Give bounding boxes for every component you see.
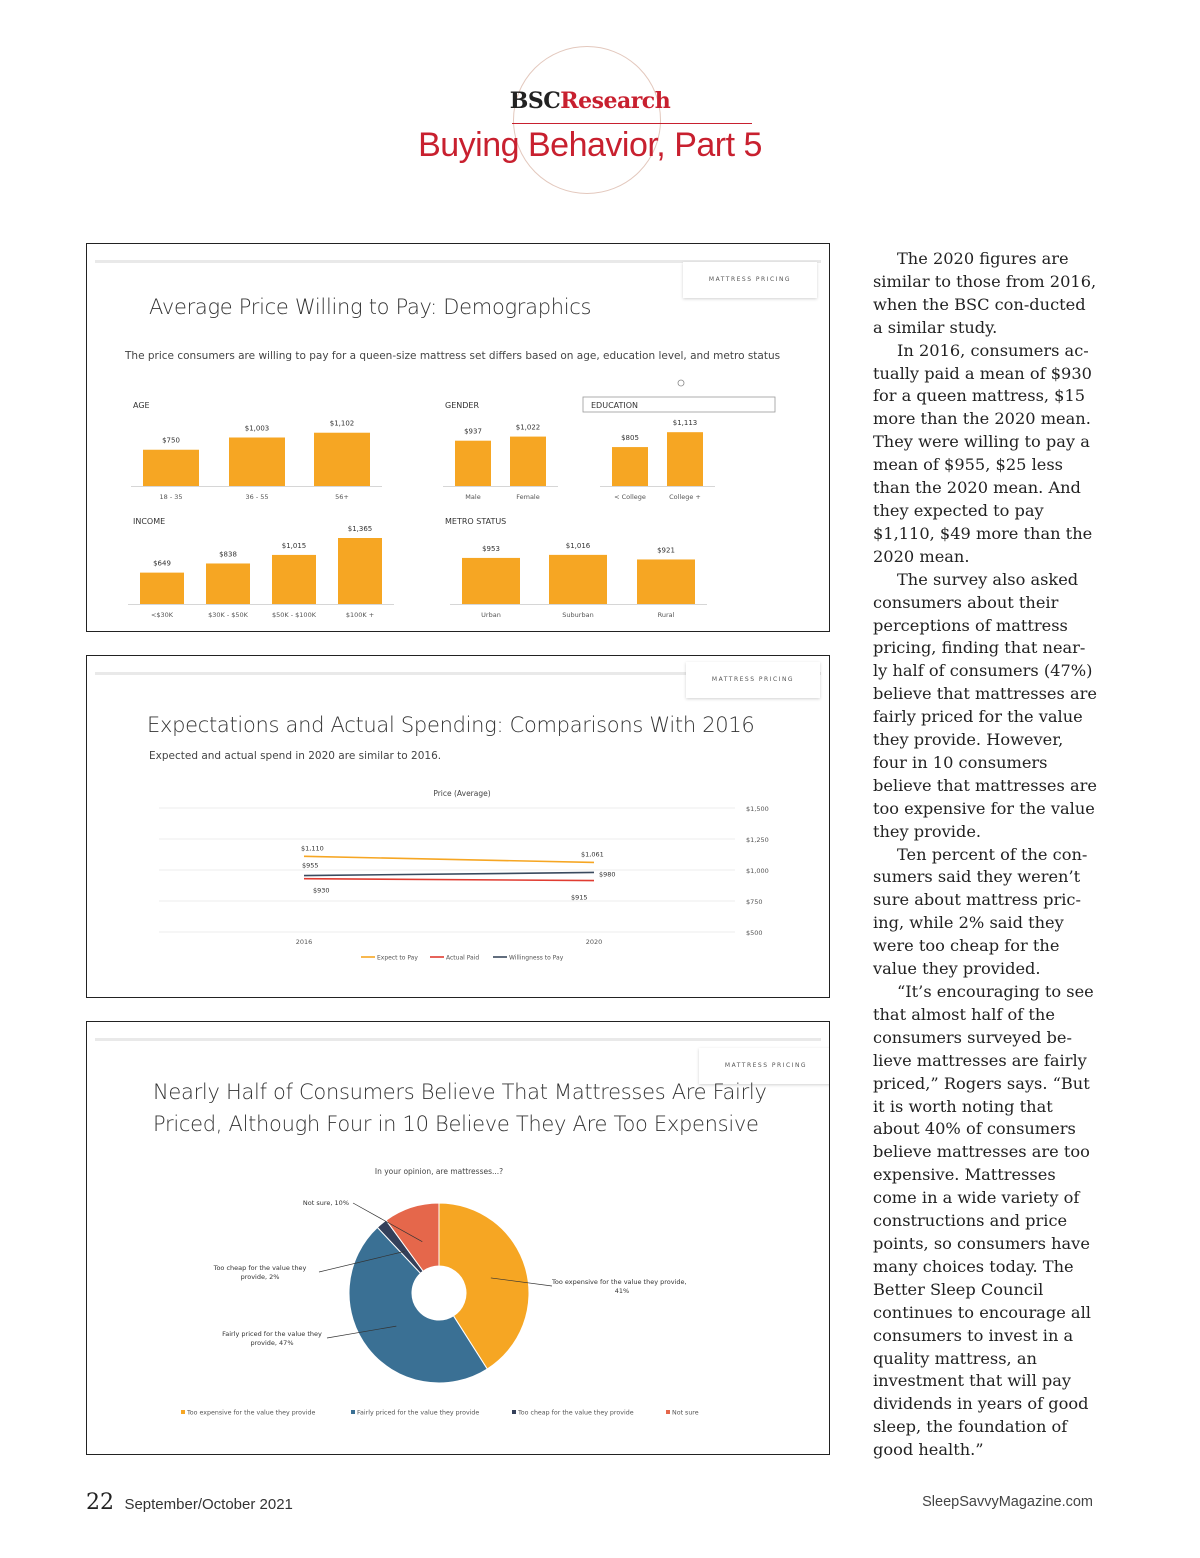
category-label: <$30K	[150, 611, 174, 619]
category-label: 36 - 55	[245, 493, 269, 501]
figure-spending-comparison	[86, 655, 830, 998]
bar	[206, 563, 250, 604]
issue-date: September/October 2021	[124, 1496, 293, 1513]
article-title: Buying Behavior, Part 5	[418, 126, 762, 164]
paragraph: Ten percent of the con-sumers said they weren’t sure about mattress pric-ing, while 2% said they were too cheap for the value they provided.	[873, 844, 1088, 979]
legend-swatch	[351, 1410, 355, 1414]
bar-value-label: $649	[153, 559, 171, 568]
header-ring-graphic	[513, 46, 661, 194]
slide-subtitle: The price consumers are willing to pay for a queen-size mattress set differs based on age, education level, and metro status	[125, 350, 781, 362]
bar	[510, 437, 546, 486]
page-footer-left	[86, 1490, 293, 1515]
category-label: $50K - $100K	[272, 611, 316, 619]
category-label: $100K +	[345, 611, 375, 619]
bar	[637, 559, 695, 604]
category-label: Rural	[657, 611, 675, 619]
pricing-donut-chart	[87, 1022, 829, 1454]
x-tick-label: 2016	[295, 938, 313, 946]
legend-label: Not sure	[672, 1409, 699, 1417]
category-label: Male	[465, 493, 481, 501]
slice-label: 41%	[614, 1287, 630, 1295]
paragraph: The survey also asked consumers about their perceptions of mattress pricing, finding that near-ly half of consumers (47%) believe that mattresses are fairly priced for the value they provide. However, four in 10 consumers believe that mattresses are too expensive for the value they provide.	[873, 569, 1097, 841]
data-label: $980	[599, 870, 616, 879]
slice-label: provide, 47%	[250, 1339, 294, 1347]
brand-logo	[380, 88, 800, 114]
bar	[667, 432, 703, 486]
slide-subtitle: Expected and actual spend in 2020 are similar to 2016.	[149, 750, 442, 762]
data-label: $930	[313, 886, 330, 895]
slice-label: provide, 2%	[240, 1273, 280, 1281]
x-tick-label: 2020	[585, 938, 603, 946]
series-line	[304, 879, 594, 881]
data-label: $915	[571, 893, 588, 902]
slice-label: Not sure, 10%	[302, 1199, 349, 1207]
bar	[314, 433, 370, 486]
legend-swatch	[666, 1410, 670, 1414]
subchart-title: EDUCATION	[591, 401, 639, 410]
paragraph: “It’s encouraging to see that almost half of the consumers surveyed be-lieve mattresses are fairly priced,” Rogers says. “But it is worth noting that about 40% of consumers believe mattresses are too expensive. Mattresses come in a wide variety of constructions and price points, so consumers have many choices today. The Better Sleep Council continues to encourage all consumers to invest in a quality mattress, an investment that will pay dividends in years of good sleep, the foundation of good health.”	[873, 982, 1094, 1460]
bar	[272, 555, 316, 604]
site-url: SleepSavvyMagazine.com	[922, 1494, 1093, 1510]
bar-value-label: $1,015	[281, 541, 307, 550]
bar-value-label: $1,365	[347, 525, 373, 533]
category-label: < College	[614, 493, 646, 501]
bar-value-label: $1,113	[672, 419, 698, 428]
subchart-title: AGE	[133, 401, 150, 410]
bar-value-label: $1,022	[515, 423, 541, 432]
brand-bsc: BSC	[509, 88, 561, 114]
bar-value-label: $1,016	[565, 541, 591, 550]
data-label: $1,110	[301, 844, 324, 853]
bar-value-label: $750	[162, 436, 180, 445]
bar	[140, 573, 184, 604]
legend-label: Too cheap for the value they provide	[518, 1409, 634, 1417]
slice-label: Too cheap for the value they	[213, 1264, 307, 1272]
bar-value-label: $1,003	[244, 424, 270, 433]
bar	[612, 447, 648, 486]
slide-title-line-2: Priced, Although Four in 10 Believe They Are Too Expensive	[153, 1112, 759, 1136]
legend-label: Actual Paid	[446, 954, 480, 962]
figure-pricing-perception	[86, 1021, 830, 1455]
category-label: 56+	[335, 493, 349, 501]
brand-research: Research	[560, 88, 671, 114]
subchart-title: GENDER	[445, 401, 480, 410]
data-label: $1,061	[581, 850, 604, 859]
figure-demographics	[86, 243, 830, 632]
y-tick-label: $1,500	[746, 805, 769, 813]
slide-title: Expectations and Actual Spending: Comparisons With 2016	[147, 713, 755, 737]
category-label: 18 - 35	[159, 493, 183, 501]
paragraph: In 2016, consumers ac-tually paid a mean of $930 for a queen mattress, $15 more than the 2020 mean. They were willing to pay a mean of $955, $25 less than the 2020 mean. And they expected to pay $1,110, $49 more than the 2020 mean.	[873, 340, 1093, 566]
legend-swatch	[181, 1410, 185, 1414]
header-rule	[512, 123, 752, 124]
legend-label: Willingness to Pay	[509, 954, 564, 962]
bar-value-label: $838	[219, 550, 237, 559]
subchart-title: INCOME	[133, 517, 166, 526]
series-line	[304, 856, 594, 862]
demographics-bar-charts	[87, 244, 829, 631]
chart-title: Price (Average)	[433, 789, 491, 798]
bar	[229, 438, 285, 486]
category-label: $30K - $50K	[208, 611, 248, 619]
slide-title: Average Price Willing to Pay: Demographics	[149, 295, 592, 319]
series-line	[304, 872, 594, 875]
bar	[549, 555, 607, 604]
bar	[143, 450, 199, 486]
legend-swatch	[512, 1410, 516, 1414]
paragraph: The 2020 figures are similar to those from 2016, when the BSC con-ducted a similar study.	[873, 249, 1097, 337]
slice-label: Too expensive for the value they provide,	[552, 1278, 687, 1286]
slice-label: Fairly priced for the value they	[222, 1330, 322, 1338]
legend-label: Expect to Pay	[377, 954, 418, 962]
category-label: Suburban	[562, 611, 594, 619]
slide-tag: MATTRESS PRICING	[683, 262, 817, 298]
legend-label: Fairly priced for the value they provide	[357, 1409, 480, 1417]
bar-value-label: $1,102	[329, 419, 355, 428]
y-tick-label: $500	[746, 929, 763, 937]
y-tick-label: $1,250	[746, 836, 769, 844]
article-body	[873, 248, 1098, 1462]
slide-tag: MATTRESS PRICING	[699, 1048, 830, 1084]
page-number: 22	[86, 1490, 114, 1515]
subchart-title: METRO STATUS	[445, 517, 507, 526]
slide-tag: MATTRESS PRICING	[686, 662, 820, 698]
bar-value-label: $805	[621, 434, 639, 443]
y-tick-label: $750	[746, 898, 763, 906]
slide-title-line-1: Nearly Half of Consumers Believe That Mattresses Are Fairly	[153, 1080, 767, 1104]
bar-value-label: $953	[482, 544, 500, 553]
bar	[338, 538, 382, 604]
rotate-handle-icon	[678, 380, 684, 386]
bar-value-label: $921	[657, 546, 675, 555]
category-label: Urban	[481, 611, 501, 619]
bar	[462, 558, 520, 604]
legend-label: Too expensive for the value they provide	[187, 1409, 316, 1417]
bar	[455, 441, 491, 486]
chart-title: In your opinion, are mattresses...?	[374, 1167, 504, 1176]
y-tick-label: $1,000	[746, 867, 769, 875]
category-label: College +	[669, 493, 701, 501]
spending-line-chart	[87, 656, 829, 997]
category-label: Female	[516, 493, 540, 501]
data-label: $955	[302, 861, 319, 870]
section-header	[380, 40, 800, 200]
bar-value-label: $937	[464, 427, 482, 436]
